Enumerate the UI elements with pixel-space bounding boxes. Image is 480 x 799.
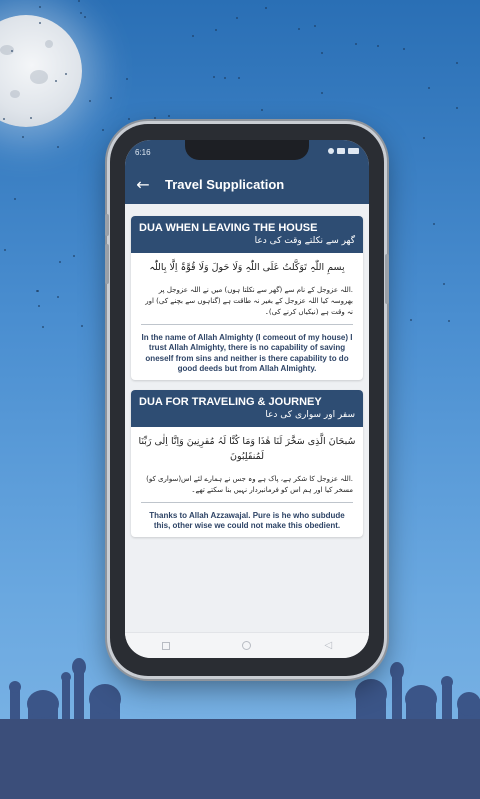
- dua-urdu-title: سفر اور سواری کی دعا: [265, 410, 355, 421]
- moon-illustration: [0, 15, 82, 127]
- phone-notch: [185, 140, 309, 160]
- star-dot: [73, 255, 75, 257]
- star-dot: [238, 77, 240, 79]
- ground-decoration: [0, 719, 480, 799]
- dua-card-header: [131, 216, 363, 253]
- star-dot: [410, 319, 412, 321]
- dua-card-header: [131, 390, 363, 427]
- star-dot: [443, 283, 445, 285]
- star-dot: [38, 305, 40, 307]
- star-dot: [236, 17, 238, 19]
- dua-arabic-text: سُبحَانَ الَّذِی سَخَّرَ لَنَا ھٰذَا وَمَا کُنَّا لَہُ مُقرِنِینَ وَاِنَّا اِلٰی رَبِّنَا لَمُنقَلِبُونَ: [138, 436, 356, 462]
- star-dot: [65, 73, 67, 75]
- alarm-icon: [328, 148, 334, 154]
- page-title: Travel Supplication: [165, 176, 285, 192]
- power-button: [385, 254, 389, 304]
- square-icon: [162, 642, 170, 650]
- star-dot: [59, 261, 61, 263]
- star-dot: [126, 78, 128, 80]
- recent-apps-button[interactable]: [156, 636, 176, 656]
- phone-frame: [110, 124, 384, 676]
- star-dot: [4, 249, 6, 251]
- star-dot: [57, 296, 59, 298]
- star-dot: [42, 326, 44, 328]
- home-button[interactable]: [237, 636, 257, 656]
- battery-icon: [348, 148, 359, 154]
- star-dot: [314, 25, 316, 27]
- star-dot: [11, 50, 13, 52]
- circle-icon: [242, 641, 251, 650]
- star-dot: [456, 62, 458, 64]
- star-dot: [14, 198, 16, 200]
- star-dot: [321, 52, 323, 54]
- star-dot: [89, 100, 91, 102]
- star-dot: [168, 115, 170, 117]
- star-dot: [22, 136, 24, 138]
- back-arrow-icon[interactable]: ←: [136, 174, 150, 194]
- star-dot: [448, 320, 450, 322]
- star-dot: [154, 117, 156, 119]
- star-dot: [321, 92, 323, 94]
- system-nav-bar: [125, 632, 369, 658]
- star-dot: [80, 12, 82, 14]
- star-dot: [433, 223, 435, 225]
- dua-english-translation: Thanks to Allah Azzawajal. Pure is he who subdude this, other wise we could not make this obedient.: [149, 510, 345, 530]
- status-time: 6:16: [135, 148, 151, 157]
- star-dot: [192, 35, 194, 37]
- star-dot: [215, 29, 217, 31]
- dua-urdu-translation: .اللہ عزوجل کا شکر ہے، پاک ہے وہ جس نے ہمارے لئے اس(سواری کو) مسخر کیا اور ہم اس کو فرمانبردار نہیں بنا سکتے تھے۔: [146, 474, 353, 494]
- dua-urdu-translation: .اللہ عزوجل کے نام سے (گھر سے نکلتا ہوں) میں نے اللہ عزوجل پر بھروسہ کیا اللہ عزوجل کے بغیر نہ طاقت ہے (گناہوں سے بچنے کی) اور نہ وقت ہے (نیکیاں کرنے کی)۔: [145, 286, 353, 316]
- star-dot: [456, 107, 458, 109]
- star-dot: [403, 48, 405, 50]
- star-dot: [428, 87, 430, 89]
- star-dot: [84, 16, 86, 18]
- star-dot: [57, 146, 59, 148]
- app-bar: [125, 164, 369, 204]
- star-dot: [377, 45, 379, 47]
- status-icons: [328, 148, 359, 154]
- wifi-icon: [337, 148, 345, 154]
- dua-title: DUA FOR TRAVELING & JOURNEY: [139, 396, 322, 409]
- volume-button: [105, 214, 109, 236]
- triangle-back-icon: ◁: [324, 640, 333, 651]
- dua-arabic-text: بِسمِ اللّٰہِ تَوَکَّلتُ عَلَی اللّٰہِ وَلَا حَولَ وَلَا قُوَّۃَ اِلَّا بِاللّٰہ: [149, 262, 345, 273]
- dua-english-translation: In the name of Allah Almighty (I comeout of my house) I trust Allah Almighty, there is no capability of saving oneself from sins and neither is there capability to do good deeds but from Allah Almighty.: [141, 332, 353, 373]
- phone-screen: [125, 140, 369, 658]
- star-dot: [355, 43, 357, 45]
- star-dot: [39, 6, 41, 8]
- star-dot: [261, 109, 263, 111]
- star-dot: [30, 117, 32, 119]
- dua-list[interactable]: [125, 204, 369, 632]
- star-dot: [213, 76, 215, 78]
- star-dot: [81, 325, 83, 327]
- star-dot: [298, 28, 300, 30]
- star-dot: [102, 129, 104, 131]
- star-dot: [265, 7, 267, 9]
- star-dot: [3, 118, 5, 120]
- star-dot: [110, 97, 112, 99]
- volume-button: [105, 244, 109, 284]
- star-dot: [36, 290, 38, 292]
- dua-title: DUA WHEN LEAVING THE HOUSE: [139, 222, 318, 234]
- star-dot: [39, 22, 41, 24]
- star-dot: [423, 137, 425, 139]
- star-dot: [224, 77, 226, 79]
- star-dot: [128, 118, 130, 120]
- star-dot: [55, 80, 57, 82]
- dua-urdu-title: گھر سے نکلتے وقت کی دعا: [254, 236, 355, 246]
- back-button[interactable]: [318, 636, 338, 656]
- star-dot: [78, 0, 80, 2]
- dua-card[interactable]: [131, 216, 363, 380]
- dua-card[interactable]: [131, 390, 363, 537]
